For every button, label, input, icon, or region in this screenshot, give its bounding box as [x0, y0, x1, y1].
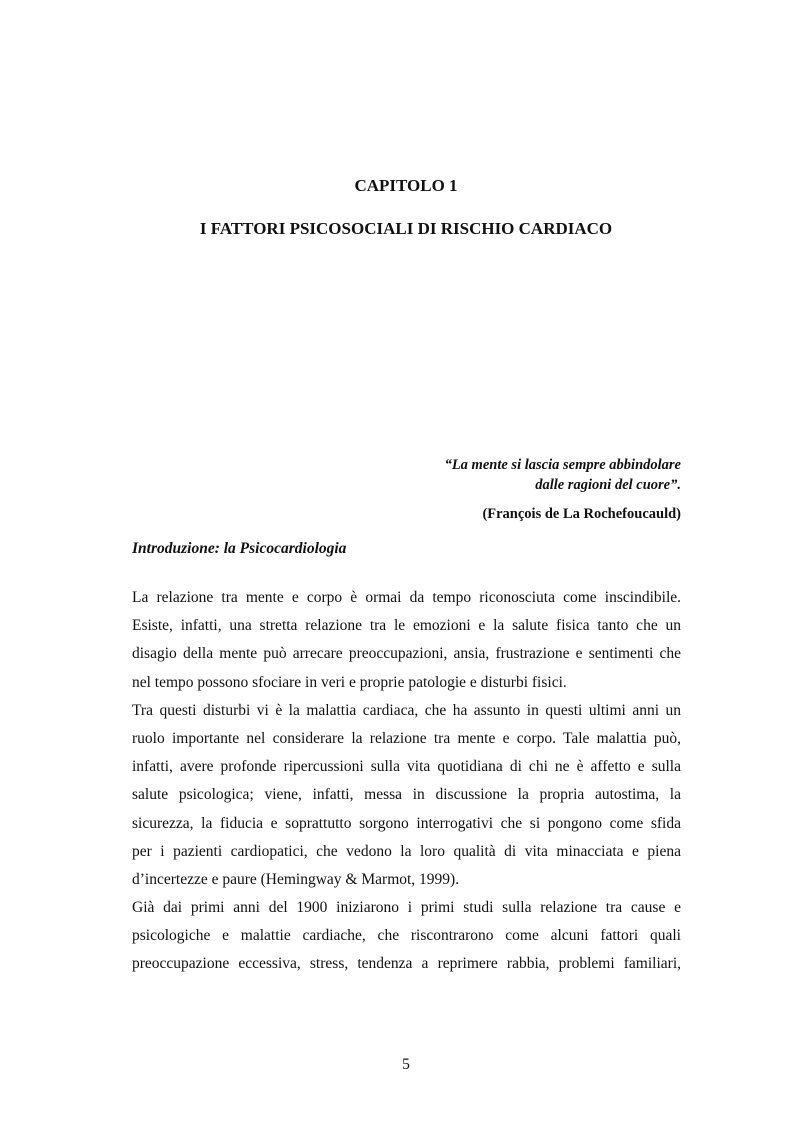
text-line: Esiste, infatti, una stretta relazione tra le emozioni e la salute fisica tanto che un	[132, 617, 681, 635]
text-line: La relazione tra mente e corpo è ormai da tempo riconosciuta come inscindibile.	[132, 589, 681, 606]
text-line: Tra questi disturbi vi è la malattia cardiaca, che ha assunto in questi ultimi anni un	[132, 701, 681, 719]
text-line: infatti, avere profonde ripercussioni sulla vita quotidiana di chi ne è affetto e sulla	[132, 758, 681, 776]
epigraph-line: dalle ragioni del cuore”.	[535, 477, 681, 493]
chapter-title: I FATTORI PSICOSOCIALI DI RISCHIO CARDIACO	[199, 219, 613, 238]
epigraph-line: “La mente si lascia sempre abbindolare	[444, 457, 681, 473]
text-line: disagio della mente può arrecare preoccupazioni, ansia, frustrazione e sentimenti che	[132, 645, 681, 663]
text-line: d’incertezze e paure (Hemingway & Marmot, 1999).	[132, 870, 460, 888]
text-line: per i pazienti cardiopatici, che vedono la loro qualità di vita minacciata e piena	[132, 842, 681, 860]
body-text	[132, 584, 681, 979]
text-line: preoccupazione eccessiva, stress, tendenza a reprimere rabbia, problemi familiari,	[132, 955, 681, 973]
text-line: salute psicologica; viene, infatti, messa in discussione la propria autostima, la	[132, 786, 681, 804]
text-line: sicurezza, la fiducia e soprattutto sorgono interrogativi che si pongono come sfida	[132, 814, 681, 832]
epigraph-author: (François de La Rochefoucauld)	[482, 506, 681, 522]
page-number: 5	[402, 1056, 410, 1073]
epigraph-quote	[445, 455, 681, 495]
text-line: Già dai primi anni del 1900 iniziarono i primi studi sulla relazione tra cause e	[132, 899, 681, 917]
text-line: ruolo importante nel considerare la relazione tra mente e corpo. Tale malattia può,	[132, 729, 681, 747]
text-line: nel tempo possono sfociare in veri e proprie patologie e disturbi fisici.	[132, 673, 567, 691]
section-heading: Introduzione: la Psicocardiologia	[132, 540, 347, 557]
chapter-label: CAPITOLO 1	[354, 176, 458, 195]
text-line: psicologiche e malattie cardiache, che riscontrarono come alcuni fattori quali	[132, 927, 681, 945]
